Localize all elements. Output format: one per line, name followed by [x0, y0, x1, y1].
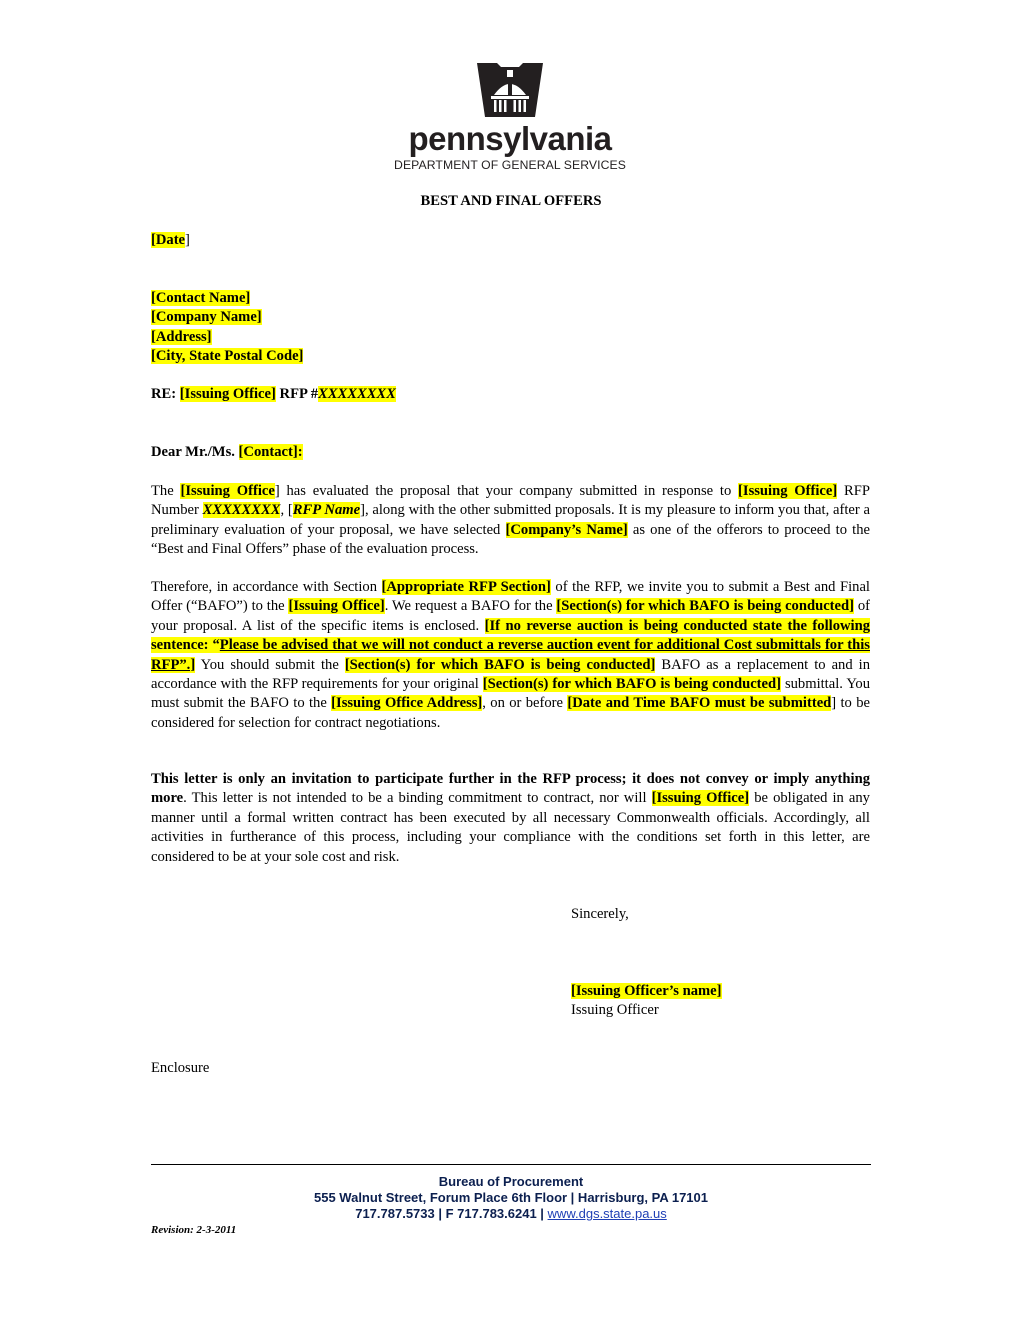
footer-address: 555 Walnut Street, Forum Place 6th Floor | Harrisburg, PA 17101	[314, 1190, 708, 1205]
signature-block	[571, 982, 722, 1021]
date-line	[151, 231, 190, 250]
letter-title: BEST AND FINAL OFFERS	[420, 193, 602, 209]
rfp-number-placeholder: XXXXXXXX	[318, 386, 396, 402]
issuing-office-placeholder: [Issuing Office]	[179, 386, 276, 402]
re-line: RE: [Issuing Office] RFP #XXXXXXXX	[151, 386, 396, 402]
paragraph-evaluation: The [Issuing Office] has evaluated the proposal that your company submitted in response to [Issuing Office] RFP Number XXXXXXXX, [RFP Name], along with the other submitted proposals. It is my pleasure to inform you that, after a preliminary evaluation of your proposal, we have selected [Company’s Name] as one of the offerors to proceed to the “Best and Final Offers” phase of the evaluation process.	[151, 483, 871, 558]
footer-bureau: Bureau of Procurement	[438, 1174, 584, 1189]
logo-department-name: DEPARTMENT OF GENERAL SERVICES	[394, 158, 626, 172]
enclosure-note: Enclosure	[151, 1060, 210, 1076]
closing: Sincerely,	[571, 906, 629, 922]
revision-date: Revision: 2-3-2011	[151, 1224, 237, 1236]
footer-divider	[151, 1164, 871, 1165]
recipient-address-block	[151, 289, 303, 367]
contact-name-placeholder: [Contact Name]	[151, 290, 251, 306]
website-link[interactable]: www.dgs.state.pa.us	[547, 1206, 667, 1221]
paragraph-bafo-request: Therefore, in accordance with Section [Appropriate RFP Section] of the RFP, we invite you to submit a Best and Final Offer (“BAFO”) to the [Issuing Office]. We request a BAFO for the [Section(s) for which BAFO is being conducted] of your proposal. A list of the specific items is enclosed. [If no reverse auction is being conducted state the following sentence: “Please be advised that we will not conduct a reverse auction event for additional Cost submittals for this RFP”.] You should submit the [Section(s) for which BAFO is being conducted] BAFO as a replacement to and in accordance with the RFP requirements for your original [Section(s) for which BAFO is being conducted] submittal. You must submit the BAFO to the [Issuing Office Address], on or before [Date and Time BAFO must be submitted] to be considered for selection for contract negotiations.	[151, 579, 870, 731]
paragraph-disclaimer: This letter is only an invitation to participate further in the RFP process; it does not convey or imply anything more. This letter is not intended to be a binding commitment to contract, nor will [Issuing Office] be obligated in any manner until a formal written contract has been executed by all necessary Commonwealth officials. Accordingly, all activities in furtherance of this process, including your compliance with the conditions set forth in this letter, are considered to be at your sole cost and risk.	[151, 771, 870, 865]
company-name-placeholder: [Company Name]	[151, 309, 262, 326]
logo-wordmark: pennsylvania	[408, 120, 612, 157]
contact-placeholder: [Contact]:	[238, 444, 303, 460]
date-bracket: ]	[185, 232, 190, 248]
date-placeholder: [Date	[151, 232, 186, 248]
keystone-capitol-dome-icon	[477, 61, 543, 121]
issuing-officer-name-placeholder: [Issuing Officer’s name]	[571, 983, 722, 999]
city-state-postal-placeholder: [City, State Postal Code]	[151, 348, 304, 365]
issuing-officer-title: Issuing Officer	[571, 1002, 659, 1019]
pa-dgs-logo	[391, 61, 629, 173]
address-placeholder: [Address]	[151, 328, 212, 345]
footer-phone-line: 717.787.5733 | F 717.783.6241 | www.dgs.state.pa.us	[355, 1206, 667, 1221]
salutation: Dear Mr./Ms. [Contact]:	[151, 444, 303, 460]
